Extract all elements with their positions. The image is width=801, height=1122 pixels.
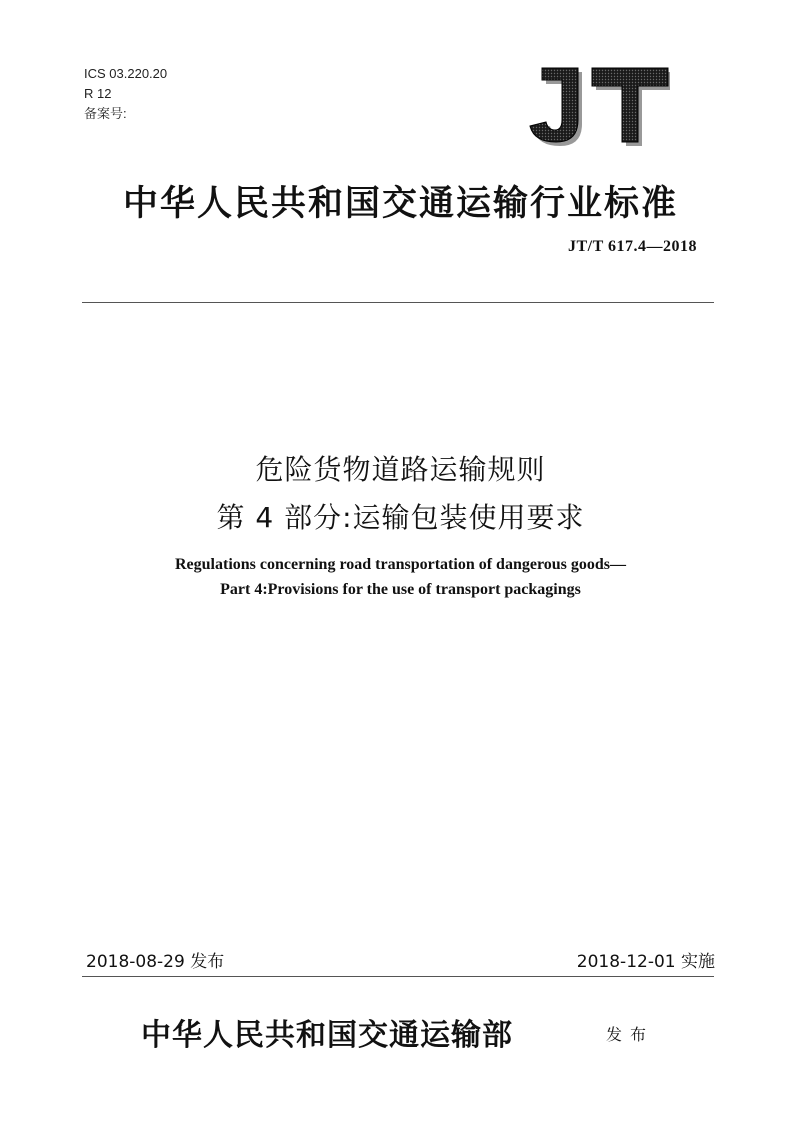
issuing-authority: 中华人民共和国交通运输部 bbox=[141, 1018, 513, 1053]
effective-date: 2018-12-01 实施 bbox=[576, 952, 715, 972]
document-title-en-line2: Part 4:Provisions for the use of transport packagings bbox=[220, 581, 581, 598]
standard-category-title: 中华人民共和国交通运输行业标准 bbox=[122, 184, 678, 224]
ccs-code: R 12 bbox=[84, 86, 112, 101]
bottom-divider bbox=[82, 976, 714, 977]
document-title-en-line1: Regulations concerning road transportation of dangerous goods— bbox=[175, 556, 626, 573]
top-divider bbox=[82, 302, 714, 303]
filing-number-label: 备案号: bbox=[84, 106, 127, 121]
standard-number: JT/T 617.4—2018 bbox=[568, 238, 697, 255]
jt-logo bbox=[520, 66, 670, 148]
ics-code: ICS 03.220.20 bbox=[84, 66, 168, 81]
document-title-cn-line2: 第 4 部分:运输包装使用要求 bbox=[216, 501, 585, 534]
document-title-cn-line1: 危险货物道路运输规则 bbox=[255, 453, 546, 486]
issuing-authority-suffix: 发布 bbox=[606, 1025, 655, 1044]
issue-date: 2018-08-29 发布 bbox=[86, 952, 225, 972]
